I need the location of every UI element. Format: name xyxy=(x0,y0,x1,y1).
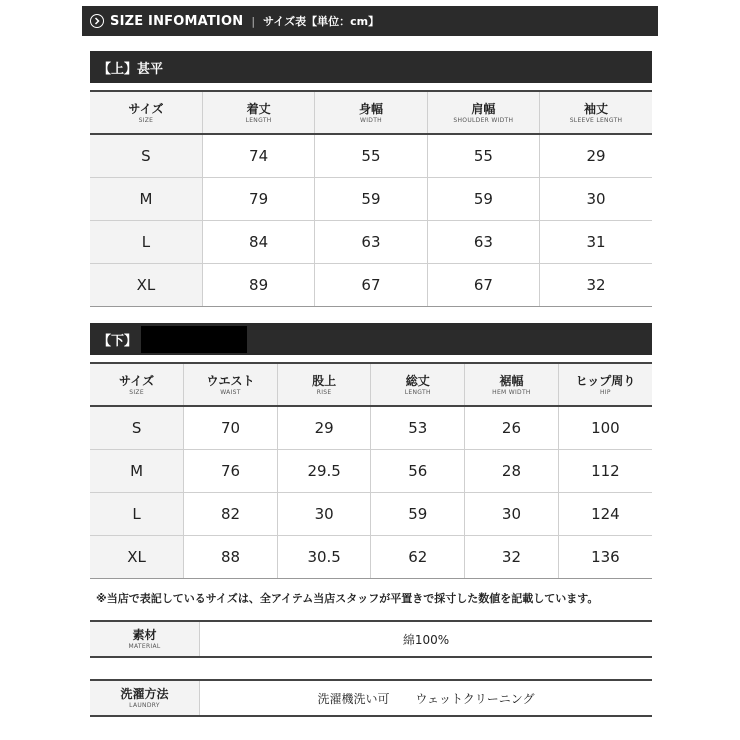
table-cell: 70 xyxy=(184,406,278,449)
table-row xyxy=(90,134,652,177)
size-cell: XL xyxy=(90,535,184,578)
column-header: 袖丈 SLEEVE LENGTH xyxy=(540,91,652,134)
table-cell: 89 xyxy=(202,263,314,306)
column-header: 着丈 LENGTH xyxy=(202,91,314,134)
title-separator: | xyxy=(251,14,256,28)
laundry-value xyxy=(200,681,652,715)
table-cell: 59 xyxy=(315,177,427,220)
table-cell: 26 xyxy=(465,406,559,449)
table-row xyxy=(90,177,652,220)
table-cell: 55 xyxy=(315,134,427,177)
size-cell: M xyxy=(90,177,202,220)
table-cell: 59 xyxy=(371,492,465,535)
material-value: 綿100% xyxy=(402,632,450,647)
page-title: SIZE INFOMATION xyxy=(110,13,244,29)
laundry-row xyxy=(90,679,652,717)
measurement-note: ※当店で表記しているサイズは、全アイテム当店スタッフが平置きで採寸した数値を記載しています。 xyxy=(96,592,599,605)
redacted-block xyxy=(141,326,247,353)
column-header: 肩幅 SHOULDER WIDTH xyxy=(427,91,539,134)
tops-section-header xyxy=(90,51,652,83)
table-cell: 32 xyxy=(465,535,559,578)
size-cell: S xyxy=(90,134,202,177)
table-row xyxy=(90,449,652,492)
table-row xyxy=(90,263,652,306)
table-header-row xyxy=(90,91,652,134)
column-header: 股上 RISE xyxy=(277,363,371,406)
size-info-header xyxy=(82,6,658,36)
bottoms-size-table xyxy=(90,362,652,579)
table-cell: 82 xyxy=(184,492,278,535)
size-cell: M xyxy=(90,449,184,492)
table-cell: 74 xyxy=(202,134,314,177)
table-cell: 29.5 xyxy=(277,449,371,492)
table-cell: 63 xyxy=(315,220,427,263)
column-header: サイズ SIZE xyxy=(90,91,202,134)
table-cell: 56 xyxy=(371,449,465,492)
table-row xyxy=(90,406,652,449)
bottoms-section-header xyxy=(90,323,652,355)
table-cell: 67 xyxy=(315,263,427,306)
laundry-machine-wash: 洗濯機洗い可 xyxy=(317,691,390,706)
table-cell: 30 xyxy=(277,492,371,535)
table-cell: 31 xyxy=(540,220,652,263)
table-cell: 136 xyxy=(558,535,652,578)
table-cell: 63 xyxy=(427,220,539,263)
table-cell: 30.5 xyxy=(277,535,371,578)
bottoms-section-label: 【下】 xyxy=(98,333,138,349)
column-header: 総丈 LENGTH xyxy=(371,363,465,406)
chevron-right-circle-icon xyxy=(90,14,104,28)
size-cell: L xyxy=(90,220,202,263)
table-cell: 55 xyxy=(427,134,539,177)
table-cell: 62 xyxy=(371,535,465,578)
laundry-wet-cleaning: ウェットクリーニング xyxy=(415,691,535,706)
table-cell: 59 xyxy=(427,177,539,220)
page-subtitle: サイズ表【単位：cm】 xyxy=(263,15,380,28)
size-cell: XL xyxy=(90,263,202,306)
table-cell: 84 xyxy=(202,220,314,263)
table-cell: 29 xyxy=(277,406,371,449)
tops-size-table xyxy=(90,90,652,307)
table-cell: 88 xyxy=(184,535,278,578)
table-row xyxy=(90,535,652,578)
table-cell: 76 xyxy=(184,449,278,492)
table-cell: 67 xyxy=(427,263,539,306)
table-cell: 29 xyxy=(540,134,652,177)
table-cell: 124 xyxy=(558,492,652,535)
material-label: 素材 MATERIAL xyxy=(90,622,200,656)
laundry-label: 洗濯方法 LAUNDRY xyxy=(90,681,200,715)
material-row xyxy=(90,620,652,658)
table-row xyxy=(90,220,652,263)
table-cell: 100 xyxy=(558,406,652,449)
column-header: ヒップ周り HIP xyxy=(558,363,652,406)
table-header-row xyxy=(90,363,652,406)
table-cell: 53 xyxy=(371,406,465,449)
column-header: 身幅 WIDTH xyxy=(315,91,427,134)
size-cell: S xyxy=(90,406,184,449)
table-cell: 112 xyxy=(558,449,652,492)
column-header: 裾幅 HEM WIDTH xyxy=(465,363,559,406)
table-cell: 79 xyxy=(202,177,314,220)
table-cell: 28 xyxy=(465,449,559,492)
tops-section-label: 【上】甚平 xyxy=(98,61,164,77)
size-cell: L xyxy=(90,492,184,535)
table-cell: 30 xyxy=(540,177,652,220)
column-header: サイズ SIZE xyxy=(90,363,184,406)
table-cell: 30 xyxy=(465,492,559,535)
table-row xyxy=(90,492,652,535)
column-header: ウエスト WAIST xyxy=(184,363,278,406)
table-cell: 32 xyxy=(540,263,652,306)
